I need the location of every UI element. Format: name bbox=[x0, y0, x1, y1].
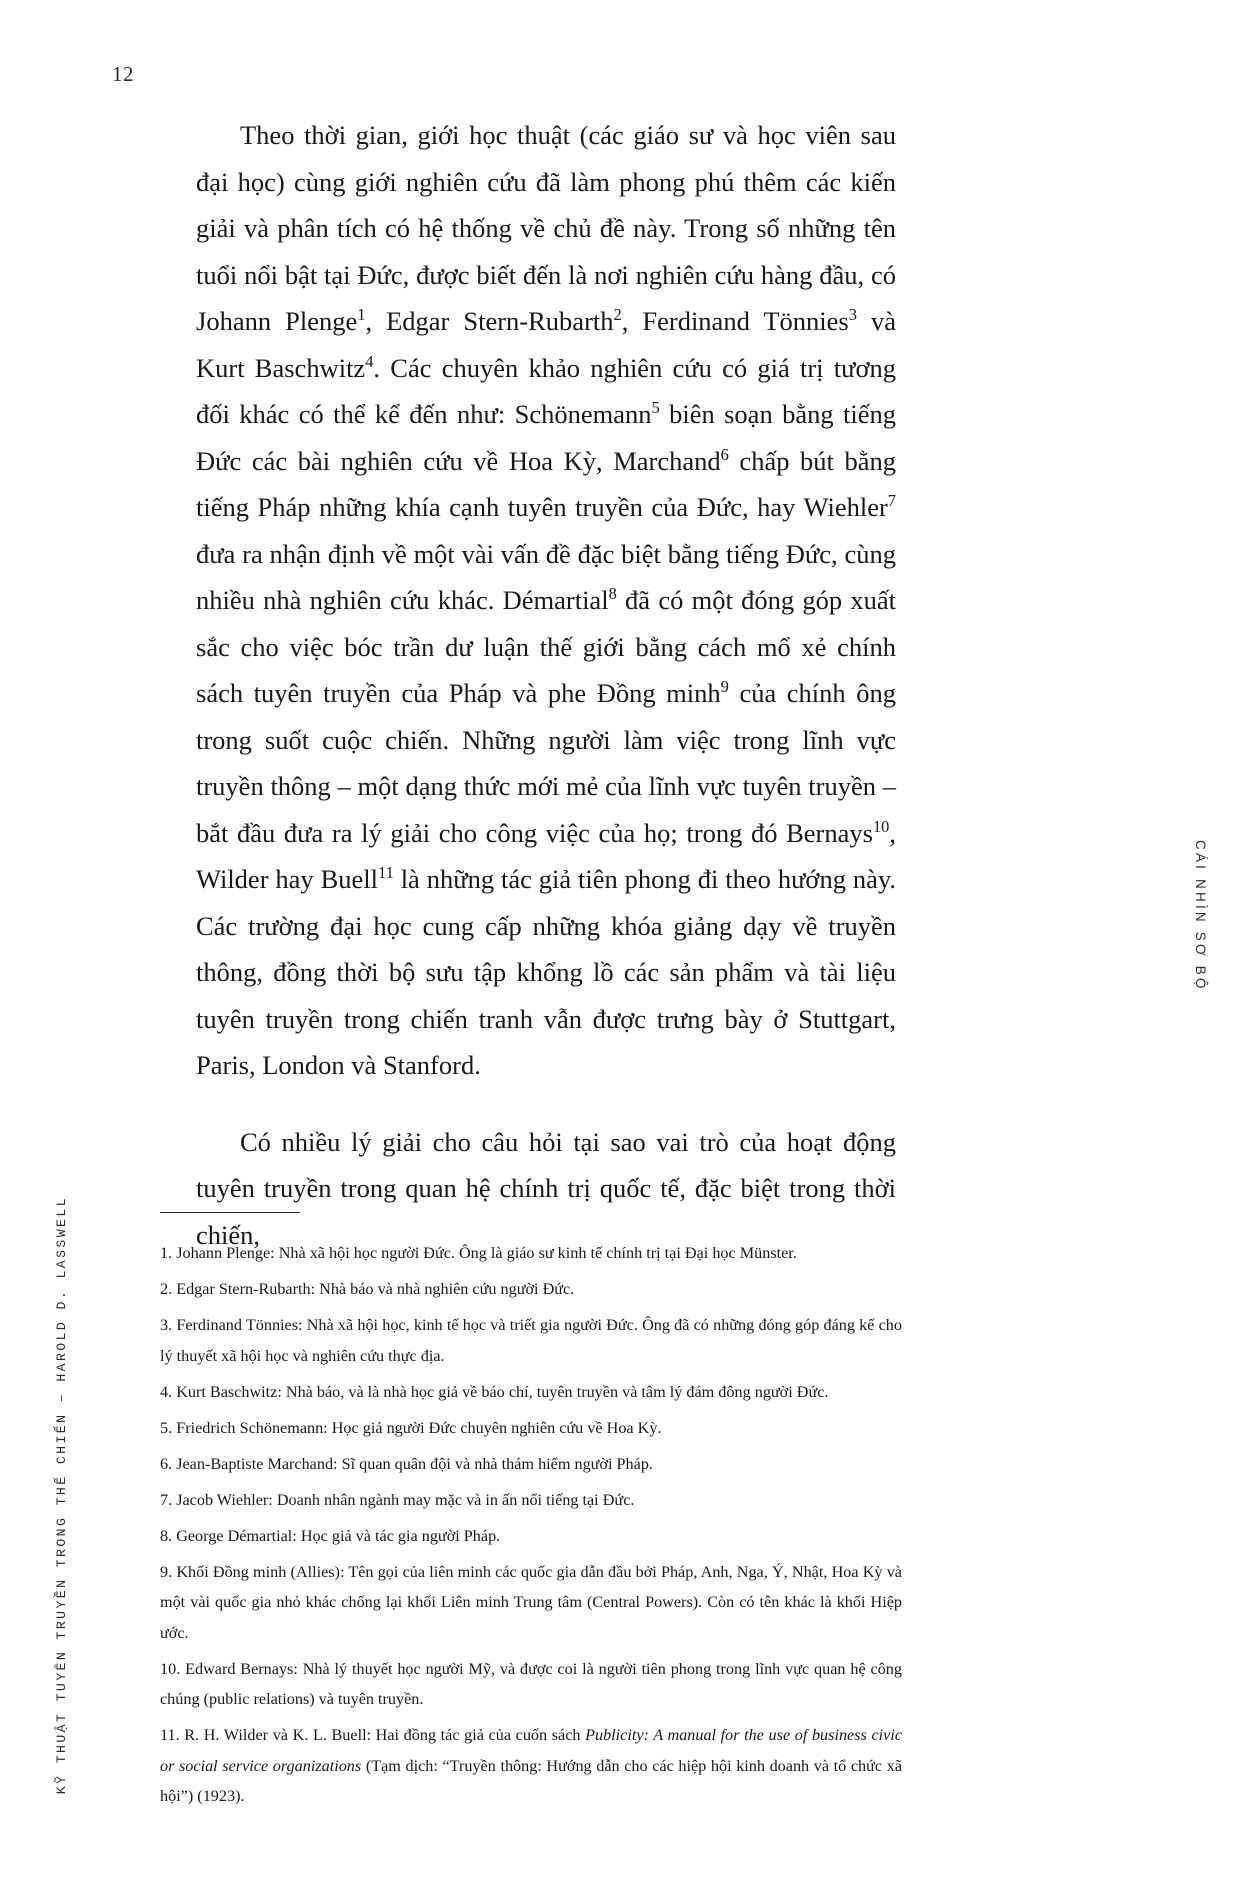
footnote-11-part-2: (Tạm dịch: “Truyền thông: Hướng dẫn cho các hiệp hội kinh doanh và tổ chức xã hội”) (1923). bbox=[160, 1756, 902, 1805]
footnote-item: 8. George Démartial: Học giả và tác gia người Pháp. bbox=[160, 1526, 501, 1545]
footnote-item: 10. Edward Bernays: Nhà lý thuyết học người Mỹ, và được coi là người tiên phong trong lĩnh vực quan hệ công chúng (public relations) và tuyên truyền. bbox=[160, 1659, 902, 1708]
para1-segment-11: , Wilder hay Buell bbox=[196, 817, 896, 894]
footnote-ref-8: 8 bbox=[608, 584, 617, 604]
paragraph-2: Có nhiều lý giải cho câu hỏi tại sao vai trò của hoạt động tuyên truyền trong quan hệ chính trị quốc tế, đặc biệt trong thời chiến, bbox=[196, 1126, 896, 1250]
paragraph-1 bbox=[196, 112, 896, 1089]
para1-segment-3: , Ferdinand Tönnies bbox=[621, 306, 849, 336]
para1-segment-12: là những tác giả tiên phong đi theo hướng này. Các trường đại học cung cấp những khóa giảng dạy về truyền thông, đồng thời bộ sưu tập khổng lồ các sản phẩm và tài liệu tuyên truyền trong chiến tranh vẫn được trưng bày ở Stuttgart, Paris, London và Stanford. bbox=[196, 864, 897, 1080]
footnote-item-11 bbox=[160, 1720, 902, 1812]
footnote-ref-2: 2 bbox=[613, 305, 622, 325]
footnote-item: 1. Johann Plenge: Nhà xã hội học người Đức. Ông là giáo sư kinh tế chính trị tại Đại học Münster. bbox=[160, 1244, 797, 1262]
running-head-left: KỸ THUẬT TUYÊN TRUYỀN TRONG THẾ CHIẾN – HAROLD D. LASSWELL bbox=[54, 1195, 69, 1794]
footnote-ref-7: 7 bbox=[887, 491, 896, 511]
page-number: 12 bbox=[112, 62, 134, 86]
para1-segment-1: Theo thời gian, giới học thuật (các giáo sư và học viên sau đại học) cùng giới nghiên cứu đã làm phong phú thêm các kiến giải và phân tích có hệ thống về chủ đề này. Trong số những tên tuổi nổi bật tại Đức, được biết đến là nơi nghiên cứu hàng đầu, có Johann Plenge bbox=[196, 120, 896, 336]
para1-segment-10: của chính ông trong suốt cuộc chiến. Những người làm việc trong lĩnh vực truyền thông – một dạng thức mới mẻ của lĩnh vực tuyên truyền – bắt đầu đưa ra lý giải cho công việc của họ; trong đó Bernays bbox=[196, 678, 896, 848]
footnote-item: 2. Edgar Stern-Rubarth: Nhà báo và nhà nghiên cứu người Đức. bbox=[160, 1280, 575, 1298]
para1-segment-4: và Kurt Baschwitz bbox=[196, 306, 896, 383]
footnote-11-book-title: Publicity: A manual for the use of business civic or social service organizations bbox=[160, 1726, 902, 1775]
footnote-ref-1: 1 bbox=[357, 305, 366, 325]
footnote-item: 4. Kurt Baschwitz: Nhà báo, và là nhà học giả về báo chí, tuyên truyền và tâm lý đám đông người Đức. bbox=[160, 1382, 829, 1401]
footnote-ref-3: 3 bbox=[848, 305, 857, 325]
footnote-item: 3. Ferdinand Tönnies: Nhà xã hội học, kinh tế học và triết gia người Đức. Ông đã có những đóng góp đáng kể cho lý thuyết xã hội học và nghiên cứu thực địa. bbox=[160, 1316, 902, 1365]
para1-segment-6: biên soạn bằng tiếng Đức các bài nghiên cứu về Hoa Kỳ, Marchand bbox=[196, 399, 896, 476]
footnote-ref-11: 11 bbox=[377, 863, 394, 883]
footnotes-block bbox=[160, 1238, 902, 1817]
footnote-ref-9: 9 bbox=[720, 677, 729, 697]
footnote-ref-6: 6 bbox=[720, 444, 729, 464]
footnote-separator-rule bbox=[160, 1212, 300, 1213]
footnote-item: 5. Friedrich Schönemann: Học giả người Đức chuyên nghiên cứu về Hoa Kỳ. bbox=[160, 1418, 662, 1437]
footnote-ref-10: 10 bbox=[872, 816, 890, 836]
para1-segment-7: chấp bút bằng tiếng Pháp những khía cạnh tuyên truyền của Đức, hay Wiehler bbox=[196, 445, 896, 522]
para1-segment-5: . Các chuyên khảo nghiên cứu có giá trị tương đối khác có thể kể đến như: Schönemann bbox=[196, 352, 896, 429]
body-column bbox=[196, 112, 896, 1258]
footnote-item: 7. Jacob Wiehler: Doanh nhân ngành may mặc và in ấn nổi tiếng tại Đức. bbox=[160, 1490, 635, 1509]
para1-segment-8: đưa ra nhận định về một vài vấn đề đặc biệt bằng tiếng Đức, cùng nhiều nhà nghiên cứu khác. Démartial bbox=[196, 538, 896, 615]
footnote-item: 6. Jean-Baptiste Marchand: Sĩ quan quân đội và nhà thám hiểm người Pháp. bbox=[160, 1454, 653, 1473]
para1-segment-9: đã có một đóng góp xuất sắc cho việc bóc trần dư luận thế giới bằng cách mổ xẻ chính sách tuyên truyền của Pháp và phe Đồng minh bbox=[196, 585, 896, 708]
footnote-item: 9. Khối Đồng minh (Allies): Tên gọi của liên minh các quốc gia dẫn đầu bởi Pháp, Anh, Nga, Ý, Nhật, Hoa Kỳ và một vài quốc gia nhỏ khác chống lại khối Liên minh Trung tâm (Central Powers). Còn có tên khác là khối Hiệp ước. bbox=[160, 1562, 902, 1642]
footnote-ref-4: 4 bbox=[365, 351, 374, 371]
para1-segment-2: , Edgar Stern-Rubarth bbox=[365, 306, 614, 336]
footnote-ref-5: 5 bbox=[651, 398, 660, 418]
running-head-right: CÁI NHÌN SƠ BỘ bbox=[1193, 840, 1208, 992]
footnote-11-part-1: 11. R. H. Wilder và K. L. Buell: Hai đồng tác giả của cuốn sách bbox=[160, 1726, 586, 1744]
